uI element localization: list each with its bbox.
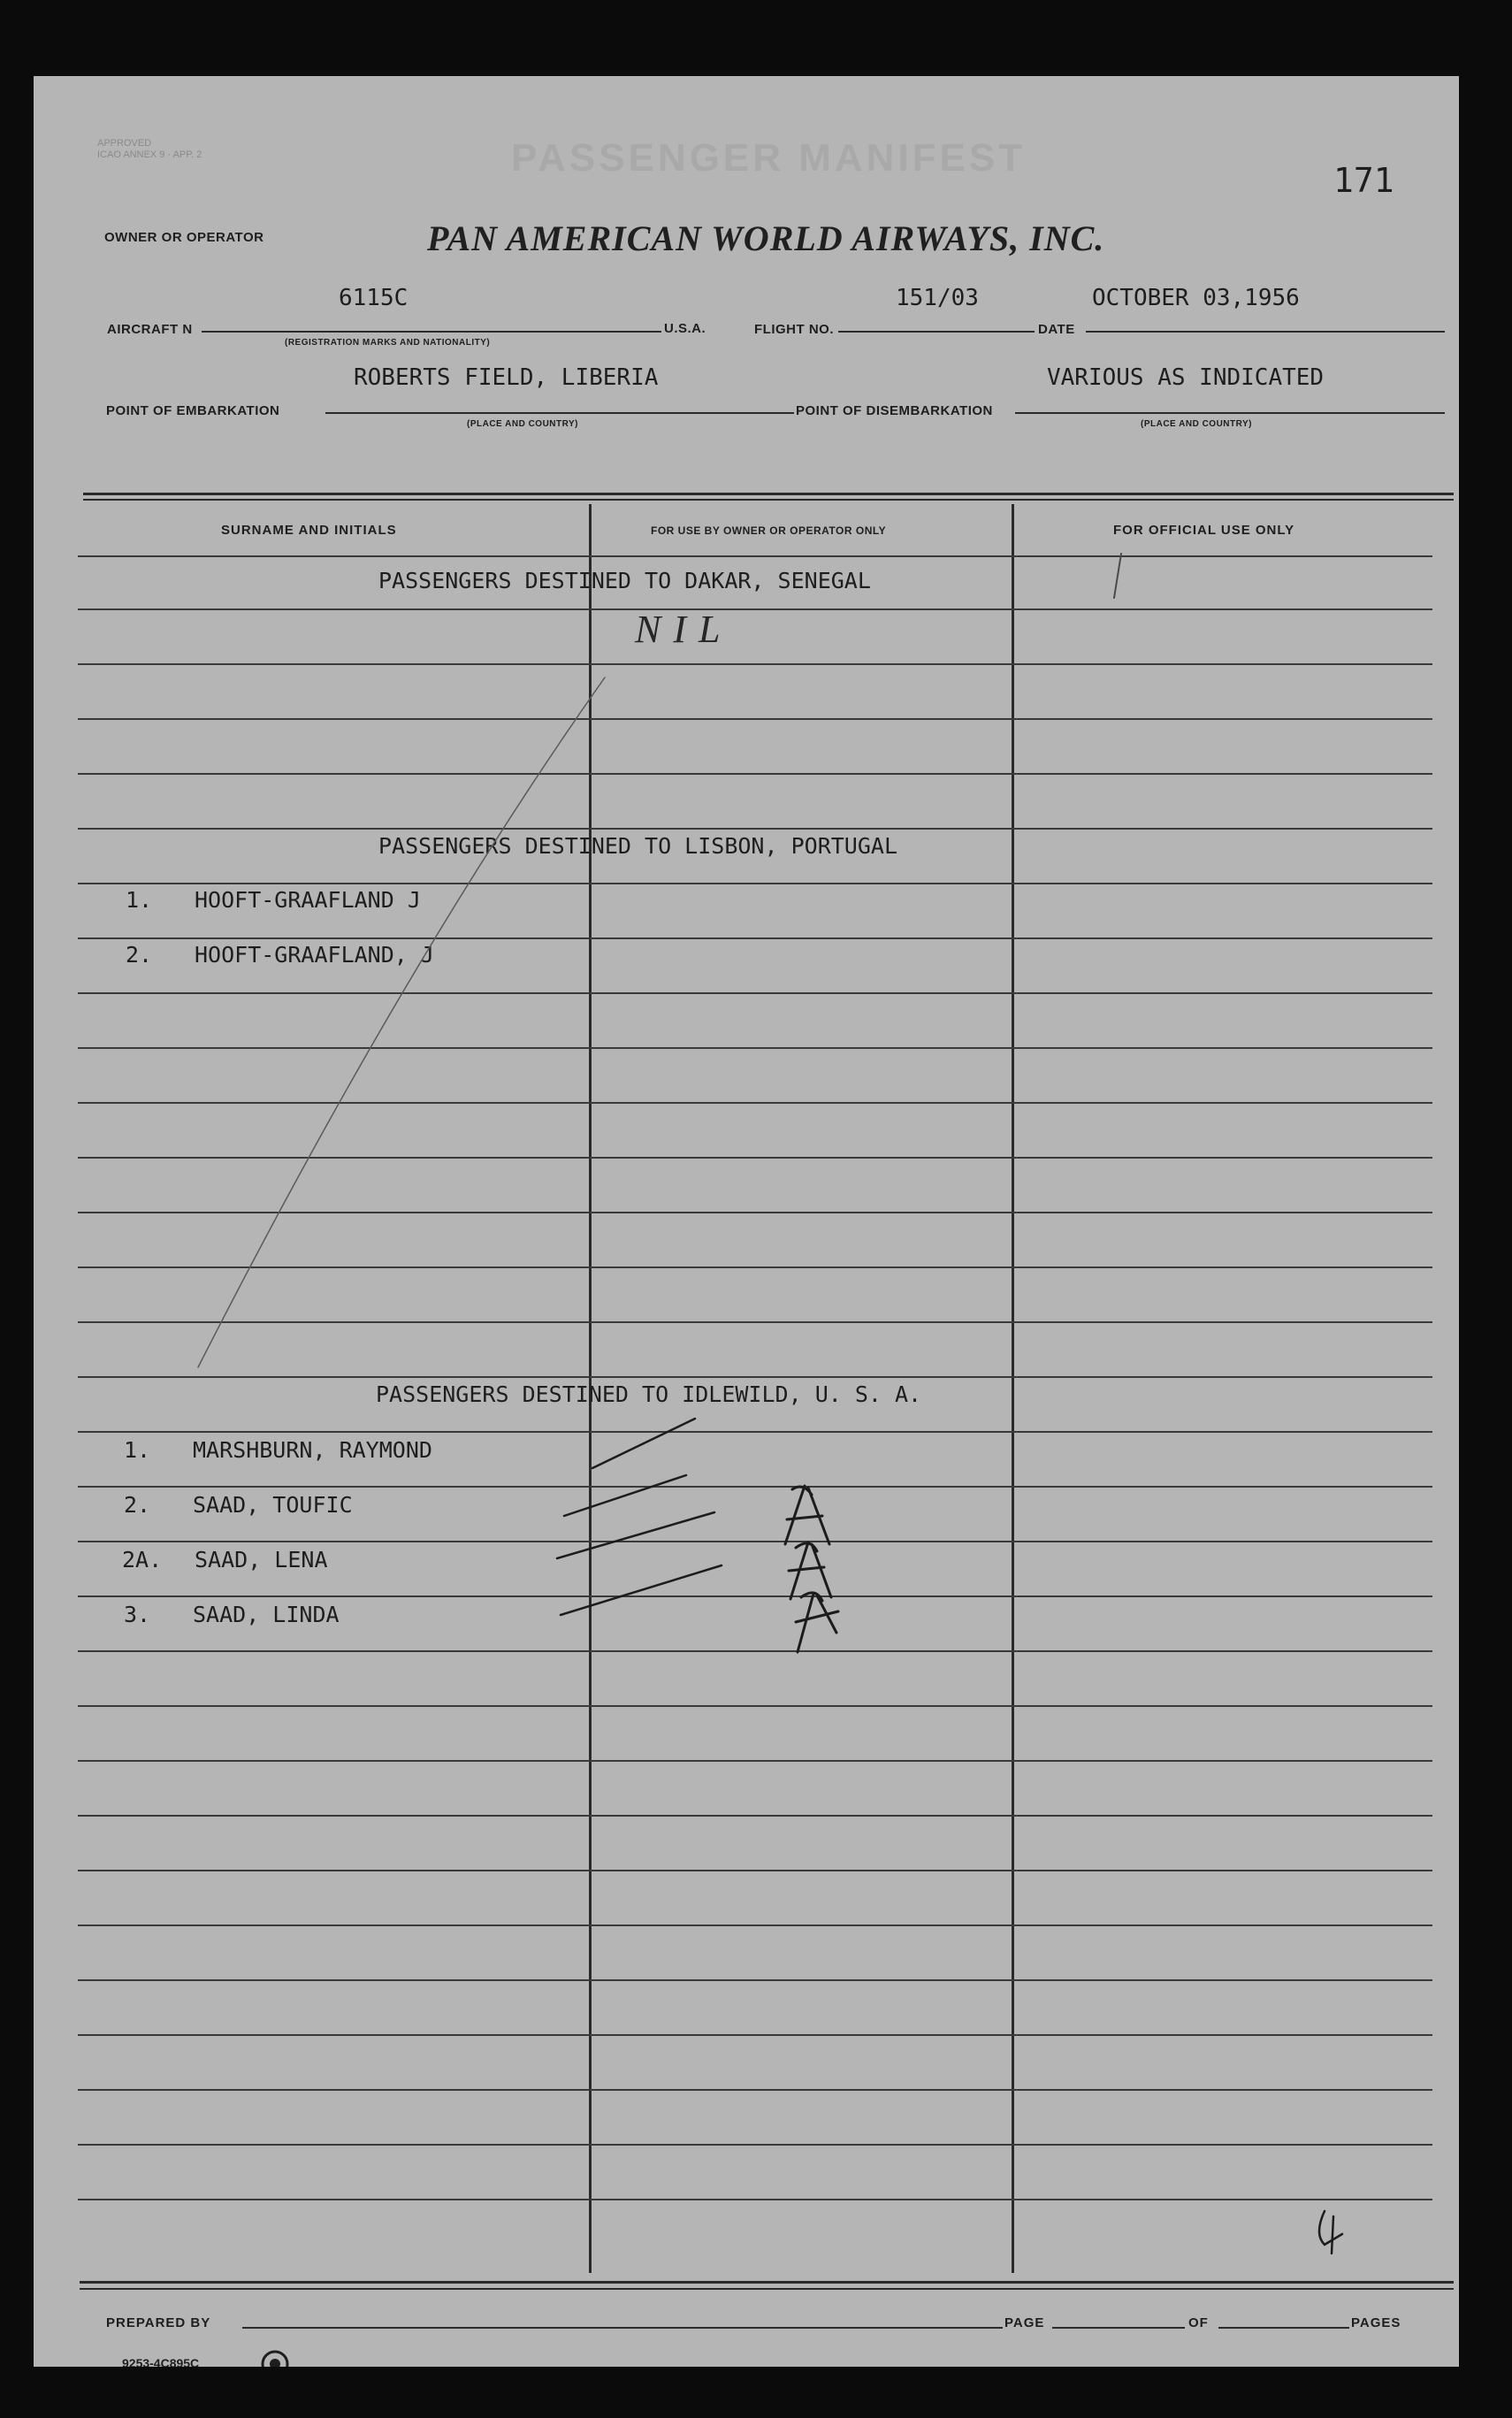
passenger-name: SAAD, LENA <box>195 1547 328 1572</box>
page-label: PAGE <box>1004 2315 1045 2330</box>
flight-label: FLIGHT NO. <box>754 322 834 337</box>
passenger-name: HOOFT-GRAAFLAND J <box>195 887 421 913</box>
prepared-by-underline <box>242 2327 1003 2329</box>
form-number: 9253-4C895C <box>122 2356 200 2367</box>
pen-stroke <box>564 1475 686 1516</box>
pen-stroke <box>561 1565 722 1615</box>
disembarkation-label: POINT OF DISEMBARKATION <box>796 403 993 418</box>
embarkation-sublabel: (PLACE AND COUNTRY) <box>467 419 578 429</box>
handwritten-number <box>1319 2211 1342 2253</box>
passenger-number: 2A. <box>122 1547 163 1572</box>
passenger-number: 3. <box>124 1602 151 1627</box>
initials-mark <box>785 1486 829 1544</box>
form-code-line: APPROVED <box>97 138 152 149</box>
column-header-operator: FOR USE BY OWNER OR OPERATOR ONLY <box>651 524 887 537</box>
passenger-name: SAAD, LINDA <box>193 1602 340 1627</box>
passenger-number: 2. <box>126 942 153 968</box>
handwritten-marks <box>34 76 1459 2367</box>
passenger-number: 1. <box>126 887 153 913</box>
usa-label: U.S.A. <box>664 321 706 336</box>
section-heading-lisbon: PASSENGERS DESTINED TO LISBON, PORTUGAL <box>378 833 897 859</box>
date-label: DATE <box>1038 322 1075 337</box>
of-label: OF <box>1188 2315 1209 2330</box>
aircraft-label: AIRCRAFT N <box>107 322 193 337</box>
table-bottom-rule <box>80 2281 1454 2284</box>
nil-note: NIL <box>635 608 733 651</box>
passenger-number: 2. <box>124 1492 151 1518</box>
owner-value: PAN AMERICAN WORLD AIRWAYS, INC. <box>427 218 1105 258</box>
aircraft-value: 6115C <box>339 285 409 311</box>
prepared-by-label: PREPARED BY <box>106 2315 211 2330</box>
pages-label: PAGES <box>1351 2315 1401 2330</box>
manifest-page <box>34 76 1459 2367</box>
page-underline <box>1052 2327 1185 2329</box>
disembarkation-value: VARIOUS AS INDICATED <box>1047 364 1325 391</box>
disembarkation-sublabel: (PLACE AND COUNTRY) <box>1141 419 1252 429</box>
passenger-name: HOOFT-GRAAFLAND, J <box>195 942 434 968</box>
of-underline <box>1218 2327 1349 2329</box>
initials-mark <box>789 1542 831 1599</box>
section-heading-idlewild: PASSENGERS DESTINED TO IDLEWILD, U. S. A. <box>376 1381 922 1407</box>
initials-mark <box>796 1593 838 1652</box>
passenger-name: SAAD, TOUFIC <box>193 1492 353 1518</box>
table-bottom-rule <box>80 2288 1454 2290</box>
aircraft-sublabel: (REGISTRATION MARKS AND NATIONALITY) <box>285 338 491 348</box>
stray-pen-line <box>198 677 605 1367</box>
passenger-number: 1. <box>124 1437 151 1463</box>
owner-label: OWNER OR OPERATOR <box>104 230 264 245</box>
page-number: 171 <box>1333 161 1394 200</box>
column-header-official: FOR OFFICIAL USE ONLY <box>1113 523 1295 538</box>
pen-stroke <box>592 1419 695 1468</box>
embarkation-value: ROBERTS FIELD, LIBERIA <box>354 364 659 391</box>
flight-value: 151/03 <box>896 285 979 311</box>
passenger-name: MARSHBURN, RAYMOND <box>193 1437 432 1463</box>
form-title: PASSENGER MANIFEST <box>511 136 1027 180</box>
union-label-icon <box>260 2349 290 2367</box>
date-value: OCTOBER 03,1956 <box>1092 285 1300 311</box>
pen-stroke <box>557 1512 714 1558</box>
section-heading-dakar: PASSENGERS DESTINED TO DAKAR, SENEGAL <box>378 568 871 593</box>
pen-tick <box>1114 554 1121 598</box>
embarkation-label: POINT OF EMBARKATION <box>106 403 280 418</box>
column-header-surname: SURNAME AND INITIALS <box>221 523 397 538</box>
form-code-line: ICAO ANNEX 9 · APP. 2 <box>97 149 202 160</box>
